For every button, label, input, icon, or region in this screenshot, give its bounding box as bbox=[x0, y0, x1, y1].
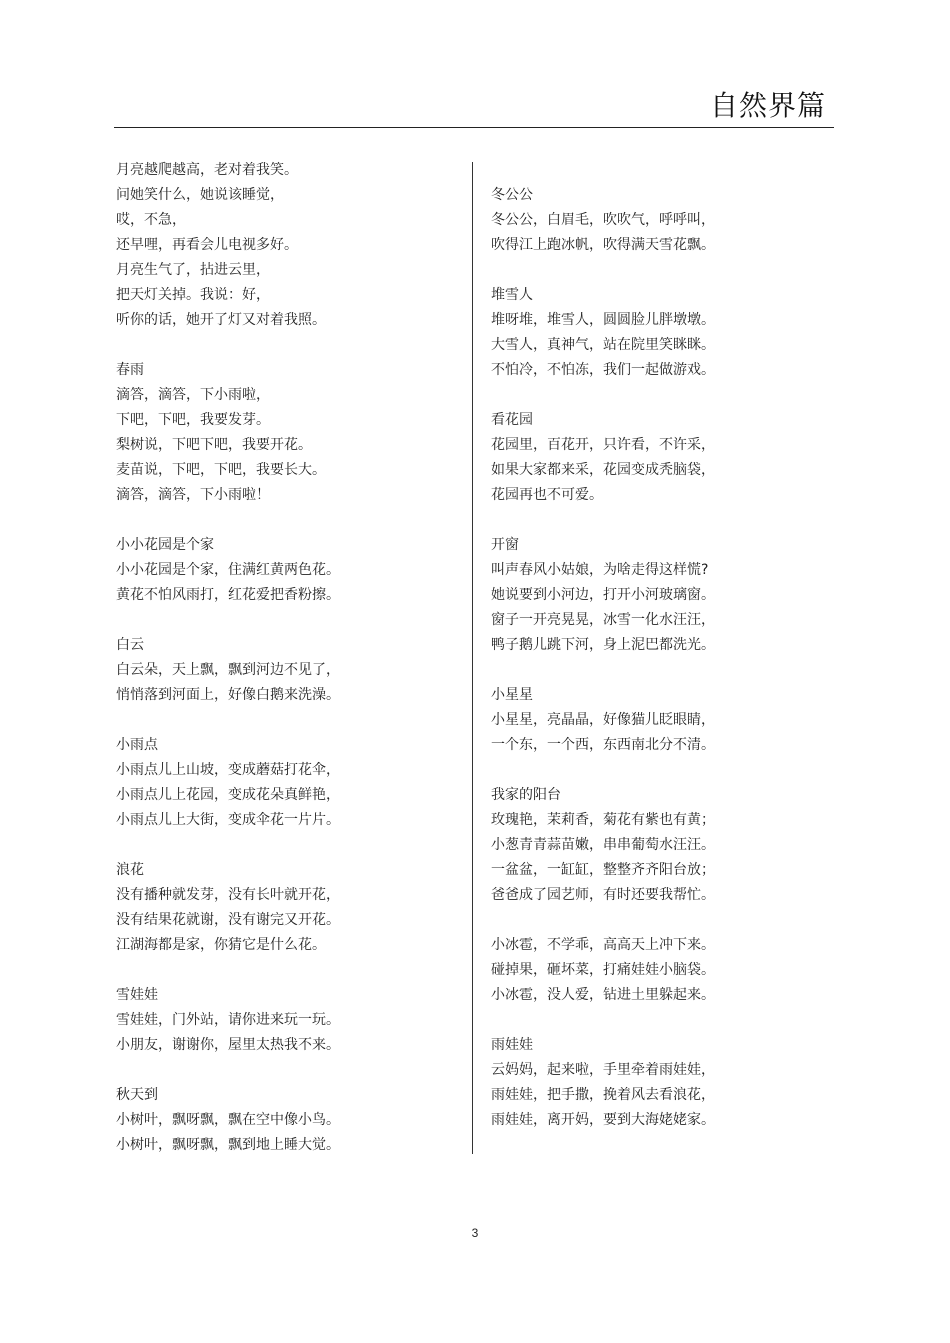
poem-title: 小雨点 bbox=[116, 737, 158, 753]
poem-block bbox=[491, 1033, 831, 1133]
poem-line: 小树叶，飘呀飘，飘在空中像小鸟。 bbox=[116, 1112, 340, 1128]
poem-line: 滴答，滴答，下小雨啦， bbox=[116, 387, 270, 403]
right-column bbox=[491, 183, 831, 1158]
poem-title: 浪花 bbox=[116, 862, 144, 878]
column-divider bbox=[472, 162, 473, 1154]
poem-block bbox=[491, 183, 831, 258]
section-title: 自然界篇 bbox=[709, 89, 826, 122]
poem-line: 月亮越爬越高，老对着我笑。 bbox=[116, 162, 298, 178]
poem-line: 小星星，亮晶晶，好像猫儿眨眼睛， bbox=[491, 712, 715, 728]
poem-line: 小葱青青蒜苗嫩，串串葡萄水汪汪。 bbox=[491, 837, 715, 853]
poem-line: 小小花园是个家，住满红黄两色花。 bbox=[116, 562, 340, 578]
poem-line: 玫瑰艳，茉莉香，菊花有紫也有黄； bbox=[491, 812, 715, 828]
poem-line: 吹得江上跑冰帆，吹得满天雪花飘。 bbox=[491, 237, 715, 253]
poem-title: 小小花园是个家 bbox=[116, 537, 214, 553]
poem-line: 花园里，百花开，只许看，不许采， bbox=[491, 437, 715, 453]
poem-block bbox=[491, 283, 831, 383]
poem-block bbox=[116, 983, 456, 1058]
poem-line: 鸭子鹅儿跳下河，身上泥巴都洗光。 bbox=[491, 637, 715, 653]
poem-line: 小冰雹，没人爱，钻进土里躲起来。 bbox=[491, 987, 715, 1003]
poem-line: 小雨点儿上山坡，变成蘑菇打花伞， bbox=[116, 762, 340, 778]
poem-line: 叫声春风小姑娘，为啥走得这样慌? bbox=[491, 562, 709, 578]
poem-line: 堆呀堆，堆雪人，圆圆脸儿胖墩墩。 bbox=[491, 312, 715, 328]
page-number: 3 bbox=[471, 1226, 479, 1240]
poem-line: 雨娃娃，离开妈，要到大海姥姥家。 bbox=[491, 1112, 715, 1128]
poem-block bbox=[491, 408, 831, 508]
poem-block bbox=[116, 733, 456, 833]
poem-title: 雪娃娃 bbox=[116, 987, 158, 1003]
poem-line: 江湖海都是家，你猜它是什么花。 bbox=[116, 937, 326, 953]
poem-line: 花园再也不可爱。 bbox=[491, 487, 603, 503]
poem-line: 大雪人，真神气，站在院里笑眯眯。 bbox=[491, 337, 715, 353]
poem-line: 问她笑什么，她说该睡觉， bbox=[116, 187, 284, 203]
poem-title: 雨娃娃 bbox=[491, 1037, 533, 1053]
poem-block bbox=[491, 533, 831, 658]
poem-line: 听你的话，她开了灯又对着我照。 bbox=[116, 312, 326, 328]
poem-line: 如果大家都来采，花园变成秃脑袋， bbox=[491, 462, 715, 478]
poem-block bbox=[491, 933, 831, 1008]
poem-block bbox=[491, 783, 831, 908]
poem-line: 滴答，滴答，下小雨啦！ bbox=[116, 487, 270, 503]
poem-title: 秋天到 bbox=[116, 1087, 158, 1103]
poem-block bbox=[116, 533, 456, 608]
poem-title: 春雨 bbox=[116, 362, 144, 378]
poem-line: 白云朵，天上飘，飘到河边不见了， bbox=[116, 662, 340, 678]
poem-block bbox=[116, 158, 456, 333]
poem-block bbox=[116, 358, 456, 508]
poem-line: 一个东，一个西，东西南北分不清。 bbox=[491, 737, 715, 753]
header-divider bbox=[114, 127, 834, 128]
poem-line: 下吧，下吧，我要发芽。 bbox=[116, 412, 270, 428]
poem-line: 云妈妈，起来啦，手里牵着雨娃娃， bbox=[491, 1062, 715, 1078]
poem-line: 小朋友，谢谢你，屋里太热我不来。 bbox=[116, 1037, 340, 1053]
poem-line: 梨树说，下吧下吧，我要开花。 bbox=[116, 437, 312, 453]
poem-line: 窗子一开亮晃晃，冰雪一化水汪汪， bbox=[491, 612, 715, 628]
poem-block bbox=[491, 683, 831, 758]
poem-line: 小雨点儿上花园，变成花朵真鲜艳， bbox=[116, 787, 340, 803]
poem-line: 她说要到小河边，打开小河玻璃窗。 bbox=[491, 587, 715, 603]
poem-line: 小树叶，飘呀飘，飘到地上睡大觉。 bbox=[116, 1137, 340, 1153]
left-column bbox=[116, 158, 456, 1183]
poem-line: 碰掉果，砸坏菜，打痛娃娃小脑袋。 bbox=[491, 962, 715, 978]
poem-title: 小星星 bbox=[491, 687, 533, 703]
poem-line: 悄悄落到河面上，好像白鹅来洗澡。 bbox=[116, 687, 340, 703]
poem-line: 一盆盆，一缸缸，整整齐齐阳台放； bbox=[491, 862, 715, 878]
poem-line: 还早哩，再看会儿电视多好。 bbox=[116, 237, 298, 253]
poem-line: 没有结果花就谢，没有谢完又开花。 bbox=[116, 912, 340, 928]
poem-title: 冬公公 bbox=[491, 187, 533, 203]
poem-title: 我家的阳台 bbox=[491, 787, 561, 803]
poem-title: 堆雪人 bbox=[491, 287, 533, 303]
poem-block bbox=[116, 858, 456, 958]
poem-line: 黄花不怕风雨打，红花爱把香粉擦。 bbox=[116, 587, 340, 603]
poem-line: 哎，不急， bbox=[116, 212, 186, 228]
poem-title: 看花园 bbox=[491, 412, 533, 428]
poem-line: 冬公公，白眉毛，吹吹气，呼呼叫， bbox=[491, 212, 715, 228]
poem-title: 开窗 bbox=[491, 537, 519, 553]
poem-line: 爸爸成了园艺师，有时还要我帮忙。 bbox=[491, 887, 715, 903]
poem-line: 雪娃娃，门外站，请你进来玩一玩。 bbox=[116, 1012, 340, 1028]
poem-line: 不怕冷，不怕冻，我们一起做游戏。 bbox=[491, 362, 715, 378]
poem-title: 白云 bbox=[116, 637, 144, 653]
poem-line: 月亮生气了，拈进云里， bbox=[116, 262, 270, 278]
poem-block bbox=[116, 633, 456, 708]
poem-line: 把天灯关掉。我说：好， bbox=[116, 287, 270, 303]
poem-line: 小雨点儿上大街，变成伞花一片片。 bbox=[116, 812, 340, 828]
poem-line: 小冰雹，不学乖，高高天上冲下来。 bbox=[491, 937, 715, 953]
poem-line: 没有播种就发芽，没有长叶就开花， bbox=[116, 887, 340, 903]
poem-line: 麦苗说，下吧，下吧，我要长大。 bbox=[116, 462, 326, 478]
poem-line: 雨娃娃，把手撒，挽着风去看浪花， bbox=[491, 1087, 715, 1103]
poem-block bbox=[116, 1083, 456, 1158]
